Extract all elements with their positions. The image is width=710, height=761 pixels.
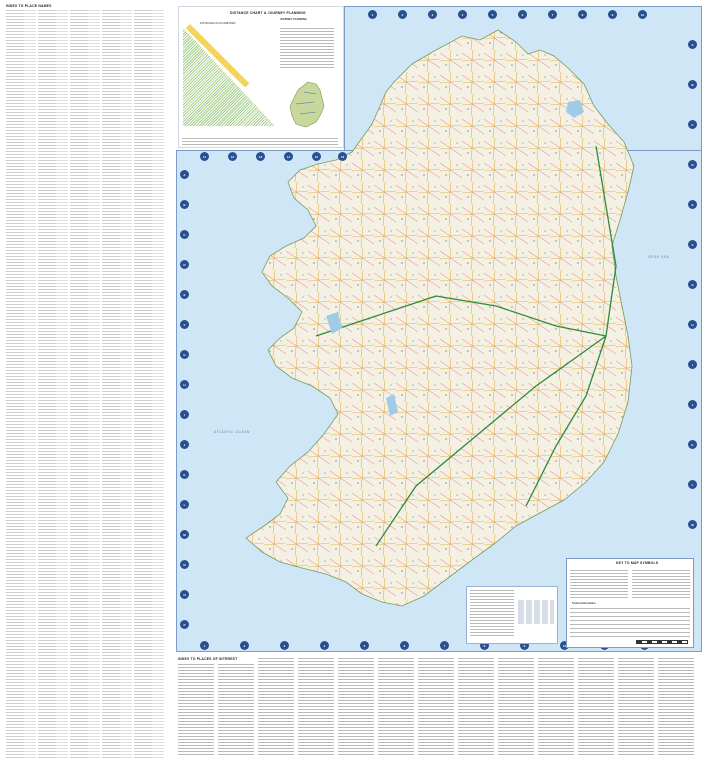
- places-of-interest-column-7: [418, 658, 454, 756]
- grid-marker: C: [688, 120, 697, 129]
- grid-marker: 1: [200, 641, 209, 650]
- grid-marker: F: [688, 240, 697, 249]
- grid-marker: D: [688, 160, 697, 169]
- grid-marker: E: [688, 200, 697, 209]
- grid-marker: K: [180, 470, 189, 479]
- grid-marker: 5: [488, 10, 497, 19]
- places-of-interest-column-10: [538, 658, 574, 756]
- journey-planning-heading: JOURNEY PLANNING: [280, 18, 307, 21]
- grid-marker: 3: [428, 10, 437, 19]
- places-of-interest-column-1: [178, 664, 214, 756]
- key-boundaries-list: [632, 570, 690, 598]
- places-of-interest-column-4: [298, 658, 334, 756]
- grid-marker: I: [180, 410, 189, 419]
- places-of-interest-column-11: [578, 658, 614, 756]
- grid-marker: 4: [320, 641, 329, 650]
- places-of-interest-column-6: [378, 658, 414, 756]
- grid-marker: 6: [400, 641, 409, 650]
- ireland-map: [176, 6, 702, 652]
- grid-marker: H: [688, 320, 697, 329]
- grid-marker: A: [688, 40, 697, 49]
- grid-marker: B: [180, 200, 189, 209]
- grid-marker: K: [688, 440, 697, 449]
- distance-chart-subtitle: DISTANCES IN KILOMETRES: [200, 22, 236, 25]
- grid-marker: M: [180, 530, 189, 539]
- grid-marker: 12: [228, 152, 237, 161]
- grid-marker: G: [688, 280, 697, 289]
- grid-marker: N: [180, 560, 189, 569]
- grid-marker: J: [688, 400, 697, 409]
- tourist-information-heading: Tourist Information: [572, 602, 596, 605]
- atlantic-ocean-label: ATLANTIC OCEAN: [214, 430, 250, 434]
- map-legend-text: [470, 590, 514, 638]
- grid-marker: A: [180, 170, 189, 179]
- grid-marker: 10: [638, 10, 647, 19]
- grid-marker: 1: [368, 10, 377, 19]
- grid-marker: I: [688, 360, 697, 369]
- grid-marker: 7: [548, 10, 557, 19]
- place-index-column-4: [102, 10, 132, 758]
- grid-marker: C: [180, 230, 189, 239]
- grid-marker: 2: [240, 641, 249, 650]
- grid-marker: J: [180, 440, 189, 449]
- grid-marker: 7: [440, 641, 449, 650]
- place-index-column-2: [38, 10, 68, 758]
- scale-bar: [636, 640, 688, 644]
- grid-marker: 16: [338, 152, 347, 161]
- grid-marker: 9: [520, 641, 529, 650]
- grid-marker: 4: [458, 10, 467, 19]
- grid-marker: E: [180, 290, 189, 299]
- grid-marker: 8: [578, 10, 587, 19]
- places-of-interest-column-8: [458, 658, 494, 756]
- map-legend-logos: [518, 600, 554, 624]
- places-of-interest-column-5: [338, 658, 374, 756]
- key-to-map-symbols-title: KEY TO MAP SYMBOLS: [616, 561, 659, 565]
- grid-marker: 3: [280, 641, 289, 650]
- key-roads-list: [570, 570, 628, 598]
- places-of-interest-column-9: [498, 658, 534, 756]
- grid-marker: 14: [284, 152, 293, 161]
- grid-marker: L: [180, 500, 189, 509]
- places-of-interest-heading: INDEX TO PLACES OF INTEREST: [178, 657, 238, 661]
- places-of-interest-column-12: [618, 658, 654, 756]
- place-index-heading: INDEX TO PLACE NAMES: [6, 4, 52, 8]
- grid-marker: 5: [360, 641, 369, 650]
- irish-sea-label: IRISH SEA: [648, 255, 670, 259]
- place-index-column-5: [134, 10, 164, 758]
- grid-marker: 13: [256, 152, 265, 161]
- grid-marker: B: [688, 80, 697, 89]
- place-index-column-1: [6, 10, 36, 758]
- grid-marker: 9: [608, 10, 617, 19]
- grid-marker: H: [180, 380, 189, 389]
- grid-marker: 15: [312, 152, 321, 161]
- grid-marker: F: [180, 320, 189, 329]
- grid-marker: M: [688, 520, 697, 529]
- grid-marker: 11: [200, 152, 209, 161]
- places-of-interest-column-13: [658, 658, 694, 756]
- places-of-interest-column-3: [258, 658, 294, 756]
- distance-chart-title: DISTANCE CHART & JOURNEY PLANNING: [230, 11, 306, 15]
- grid-marker: P: [180, 620, 189, 629]
- grid-marker: 6: [518, 10, 527, 19]
- grid-marker: D: [180, 260, 189, 269]
- place-index-column-3: [70, 10, 100, 758]
- tourist-symbols-list: [570, 608, 690, 638]
- grid-marker: G: [180, 350, 189, 359]
- grid-marker: 8: [480, 641, 489, 650]
- grid-marker: 10: [560, 641, 569, 650]
- grid-marker: L: [688, 480, 697, 489]
- grid-marker: 2: [398, 10, 407, 19]
- places-of-interest-column-2: [218, 664, 254, 756]
- grid-marker: O: [180, 590, 189, 599]
